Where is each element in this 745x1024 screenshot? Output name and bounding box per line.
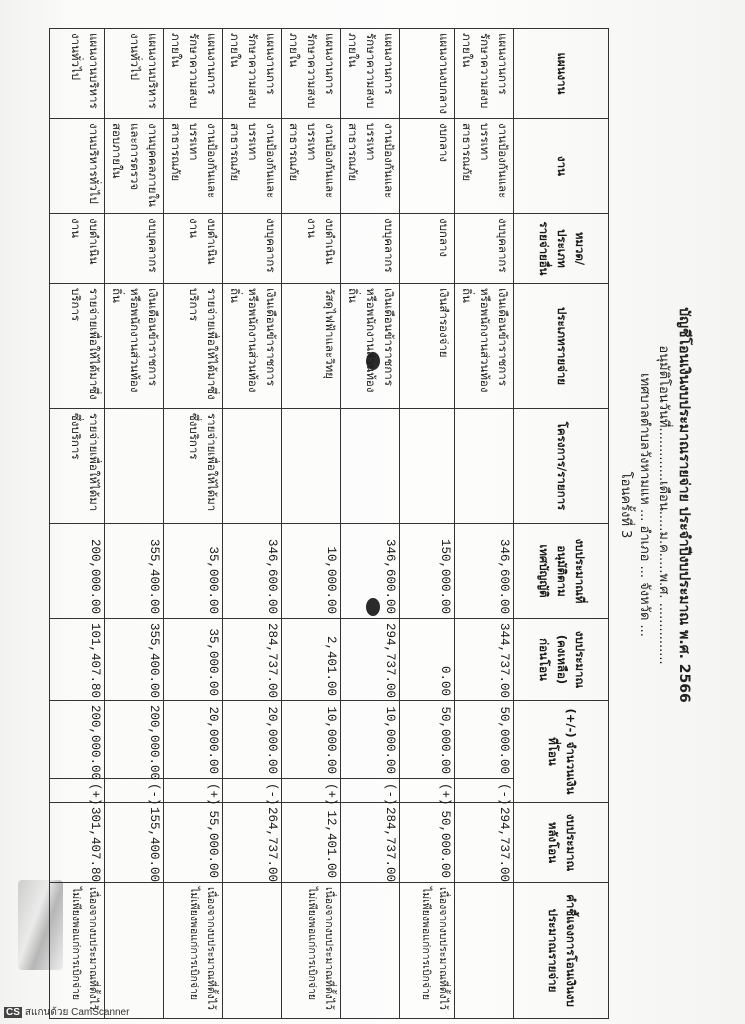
col-amount: (+/-) จำนวนเงินที่โอน [514,701,609,803]
cell-category: งบบุคลากร [455,214,514,284]
cell-before: 0.00 [400,619,455,701]
col-project: โครงการ/รายการ [514,409,609,524]
cell-amount: 50,000.00 [455,701,514,779]
cell-work: งานบริหารทั่วไป [50,119,105,214]
cell-approved: 346,600.00 [455,524,514,619]
cell-after: 284,737.00 [341,803,400,883]
cell-plan: แผนงานบริหารงานทั่วไป [50,29,105,119]
cell-note: เนื่องจากงบประมาณที่ตั้งไว้ไม่เพียงพอแก่การเบิกจ่าย [282,883,341,1019]
camscanner-watermark [4,1005,129,1020]
table-row [341,29,400,1019]
cell-project [223,409,282,524]
camscanner-label: สแกนด้วย CamScanner [24,1007,130,1018]
cell-work: งานป้องกันและบรรเทาสาธารณภัย [164,119,223,214]
col-after: งบประมาณหลังโอน [514,803,609,883]
cell-approved: 10,000.00 [282,524,341,619]
cell-project [282,409,341,524]
cell-type: เงินเดือนข้าราชการ หรือพนักงานส่วนท้องถิ่น [105,284,164,409]
cell-after: 294,737.00 [455,803,514,883]
cell-after: 301,407.80 [50,803,105,883]
cell-category: งบดำเนินงาน [50,214,105,284]
col-before: งบประมาณ (คงเหลือ) ก่อนโอน [514,619,609,701]
cell-sign: (+) [400,779,455,803]
col-plan: แผนงาน [514,29,609,119]
cell-before: 355,400.00 [105,619,164,701]
cell-approved: 346,600.00 [341,524,400,619]
cell-before: 101,407.80 [50,619,105,701]
table-row [223,29,282,1019]
cell-plan: แผนงานการรักษาความสงบภายใน [455,29,514,119]
cell-category: งบกลาง [400,214,455,284]
cell-plan: แผนงานการรักษาความสงบภายใน [164,29,223,119]
transfer-order: โอนครั้งที่ 3 [618,471,633,539]
table-row [282,29,341,1019]
table-row [105,29,164,1019]
cell-approved: 355,400.00 [105,524,164,619]
cell-plan: แผนงานการรักษาความสงบภายใน [282,29,341,119]
cell-sign: (-) [341,779,400,803]
cell-type: วัสดุไฟฟ้าและวิทยุ [282,284,341,409]
col-work: งาน [514,119,609,214]
cell-category: งบดำเนินงาน [282,214,341,284]
cell-approved: 200,000.00 [50,524,105,619]
table-row [400,29,455,1019]
cell-sign: (+) [164,779,223,803]
col-note: คำชี้แจงการโอนเงินงบประมาณรายจ่าย [514,883,609,1019]
cell-work: งานป้องกันและบรรเทาสาธารณภัย [455,119,514,214]
approval-date-line: อนุมัติโอนวันที่.............เดือน.....ม.ค.....พ.ศ. ............... [656,345,671,665]
document-title: บัญชีโอนเงินงบประมาณรายจ่าย ประจำปีงบประมาณ พ.ศ. 2566 [676,307,692,703]
cell-amount: 20,000.00 [223,701,282,779]
cell-after: 264,737.00 [223,803,282,883]
cell-amount: 10,000.00 [282,701,341,779]
cell-amount: 200,000.00 [105,701,164,779]
cell-category: งบบุคลากร [105,214,164,284]
cell-approved: 35,000.00 [164,524,223,619]
cell-note [223,883,282,1019]
cell-before: 35,000.00 [164,619,223,701]
budget-transfer-table [49,28,609,1019]
cell-note: เนื่องจากงบประมาณที่ตั้งไว้ไม่เพียงพอแก่การเบิกจ่าย [400,883,455,1019]
cell-type: เงินเดือนข้าราชการ หรือพนักงานส่วนท้องถิ่น [341,284,400,409]
cell-sign: (-) [223,779,282,803]
col-category: หมวด/ประเภท รายจ่ายอื่น [514,214,609,284]
cell-amount: 200,000.00 [50,701,105,779]
table-row [164,29,223,1019]
cell-plan: แผนงานการรักษาความสงบภายใน [223,29,282,119]
cell-type: รายจ่ายเพื่อให้ได้มาซึ่งบริการ [50,284,105,409]
camscanner-badge: CS [6,1007,20,1018]
cell-sign: (-) [105,779,164,803]
organization-line: เทศบาลตำบลวังหามแห ... อำเภอ ... จังหวัด ... [637,373,652,637]
cell-project: รายจ่ายเพื่อให้ได้มาซึ่งบริการ [50,409,105,524]
cell-before: 284,737.00 [223,619,282,701]
cell-project: รายจ่ายเพื่อให้ได้มาซึ่งบริการ [164,409,223,524]
cell-type: เงินสำรองจ่าย [400,284,455,409]
cell-before: 294,737.00 [341,619,400,701]
cell-note: เนื่องจากงบประมาณที่ตั้งไว้ไม่เพียงพอแก่การเบิกจ่าย [50,883,105,1019]
cell-note [341,883,400,1019]
table-header-row [514,29,609,1019]
cell-type: เงินเดือนข้าราชการ หรือพนักงานส่วนท้องถิ่น [455,284,514,409]
cell-category: งบบุคลากร [223,214,282,284]
cell-plan: แผนงานงบกลาง [400,29,455,119]
col-approved: งบประมาณที่อนุมัติตามเทศบัญญัติ [514,524,609,619]
col-type: ประเภทรายจ่าย [514,284,609,409]
cell-project [341,409,400,524]
cell-before: 2,401.00 [282,619,341,701]
cell-amount: 10,000.00 [341,701,400,779]
cell-before: 344,737.00 [455,619,514,701]
cell-amount: 50,000.00 [400,701,455,779]
cell-category: งบบุคลากร [341,214,400,284]
cell-note [455,883,514,1019]
cell-note [105,883,164,1019]
cell-work: งานป้องกันและบรรเทาสาธารณภัย [341,119,400,214]
cell-sign: (+) [50,779,105,803]
cell-project [105,409,164,524]
cell-sign: (-) [455,779,514,803]
cell-approved: 150,000.00 [400,524,455,619]
cell-amount: 20,000.00 [164,701,223,779]
cell-sign: (+) [282,779,341,803]
cell-note: เนื่องจากงบประมาณที่ตั้งไว้ไม่เพียงพอแก่การเบิกจ่าย [164,883,223,1019]
cell-after: 12,401.00 [282,803,341,883]
cell-plan: แผนงานการรักษาความสงบภายใน [341,29,400,119]
table-row [50,29,105,1019]
cell-after: 50,000.00 [400,803,455,883]
cell-work: งานบุคคลภายในและการตรวจสอบภายใน [105,119,164,214]
table-row [455,29,514,1019]
cell-after: 55,000.00 [164,803,223,883]
cell-category: งบดำเนินงาน [164,214,223,284]
cell-work: งานป้องกันและบรรเทาสาธารณภัย [223,119,282,214]
cell-after: 155,400.00 [105,803,164,883]
cell-type: รายจ่ายเพื่อให้ได้มาซึ่งบริการ [164,284,223,409]
cell-project [400,409,455,524]
cell-plan: แผนงานบริหารงานทั่วไป [105,29,164,119]
cell-work: งบกลาง [400,119,455,214]
cell-type: เงินเดือนข้าราชการ หรือพนักงานส่วนท้องถิ่น [223,284,282,409]
cell-project [455,409,514,524]
cell-work: งานป้องกันและบรรเทาสาธารณภัย [282,119,341,214]
cell-approved: 346,600.00 [223,524,282,619]
